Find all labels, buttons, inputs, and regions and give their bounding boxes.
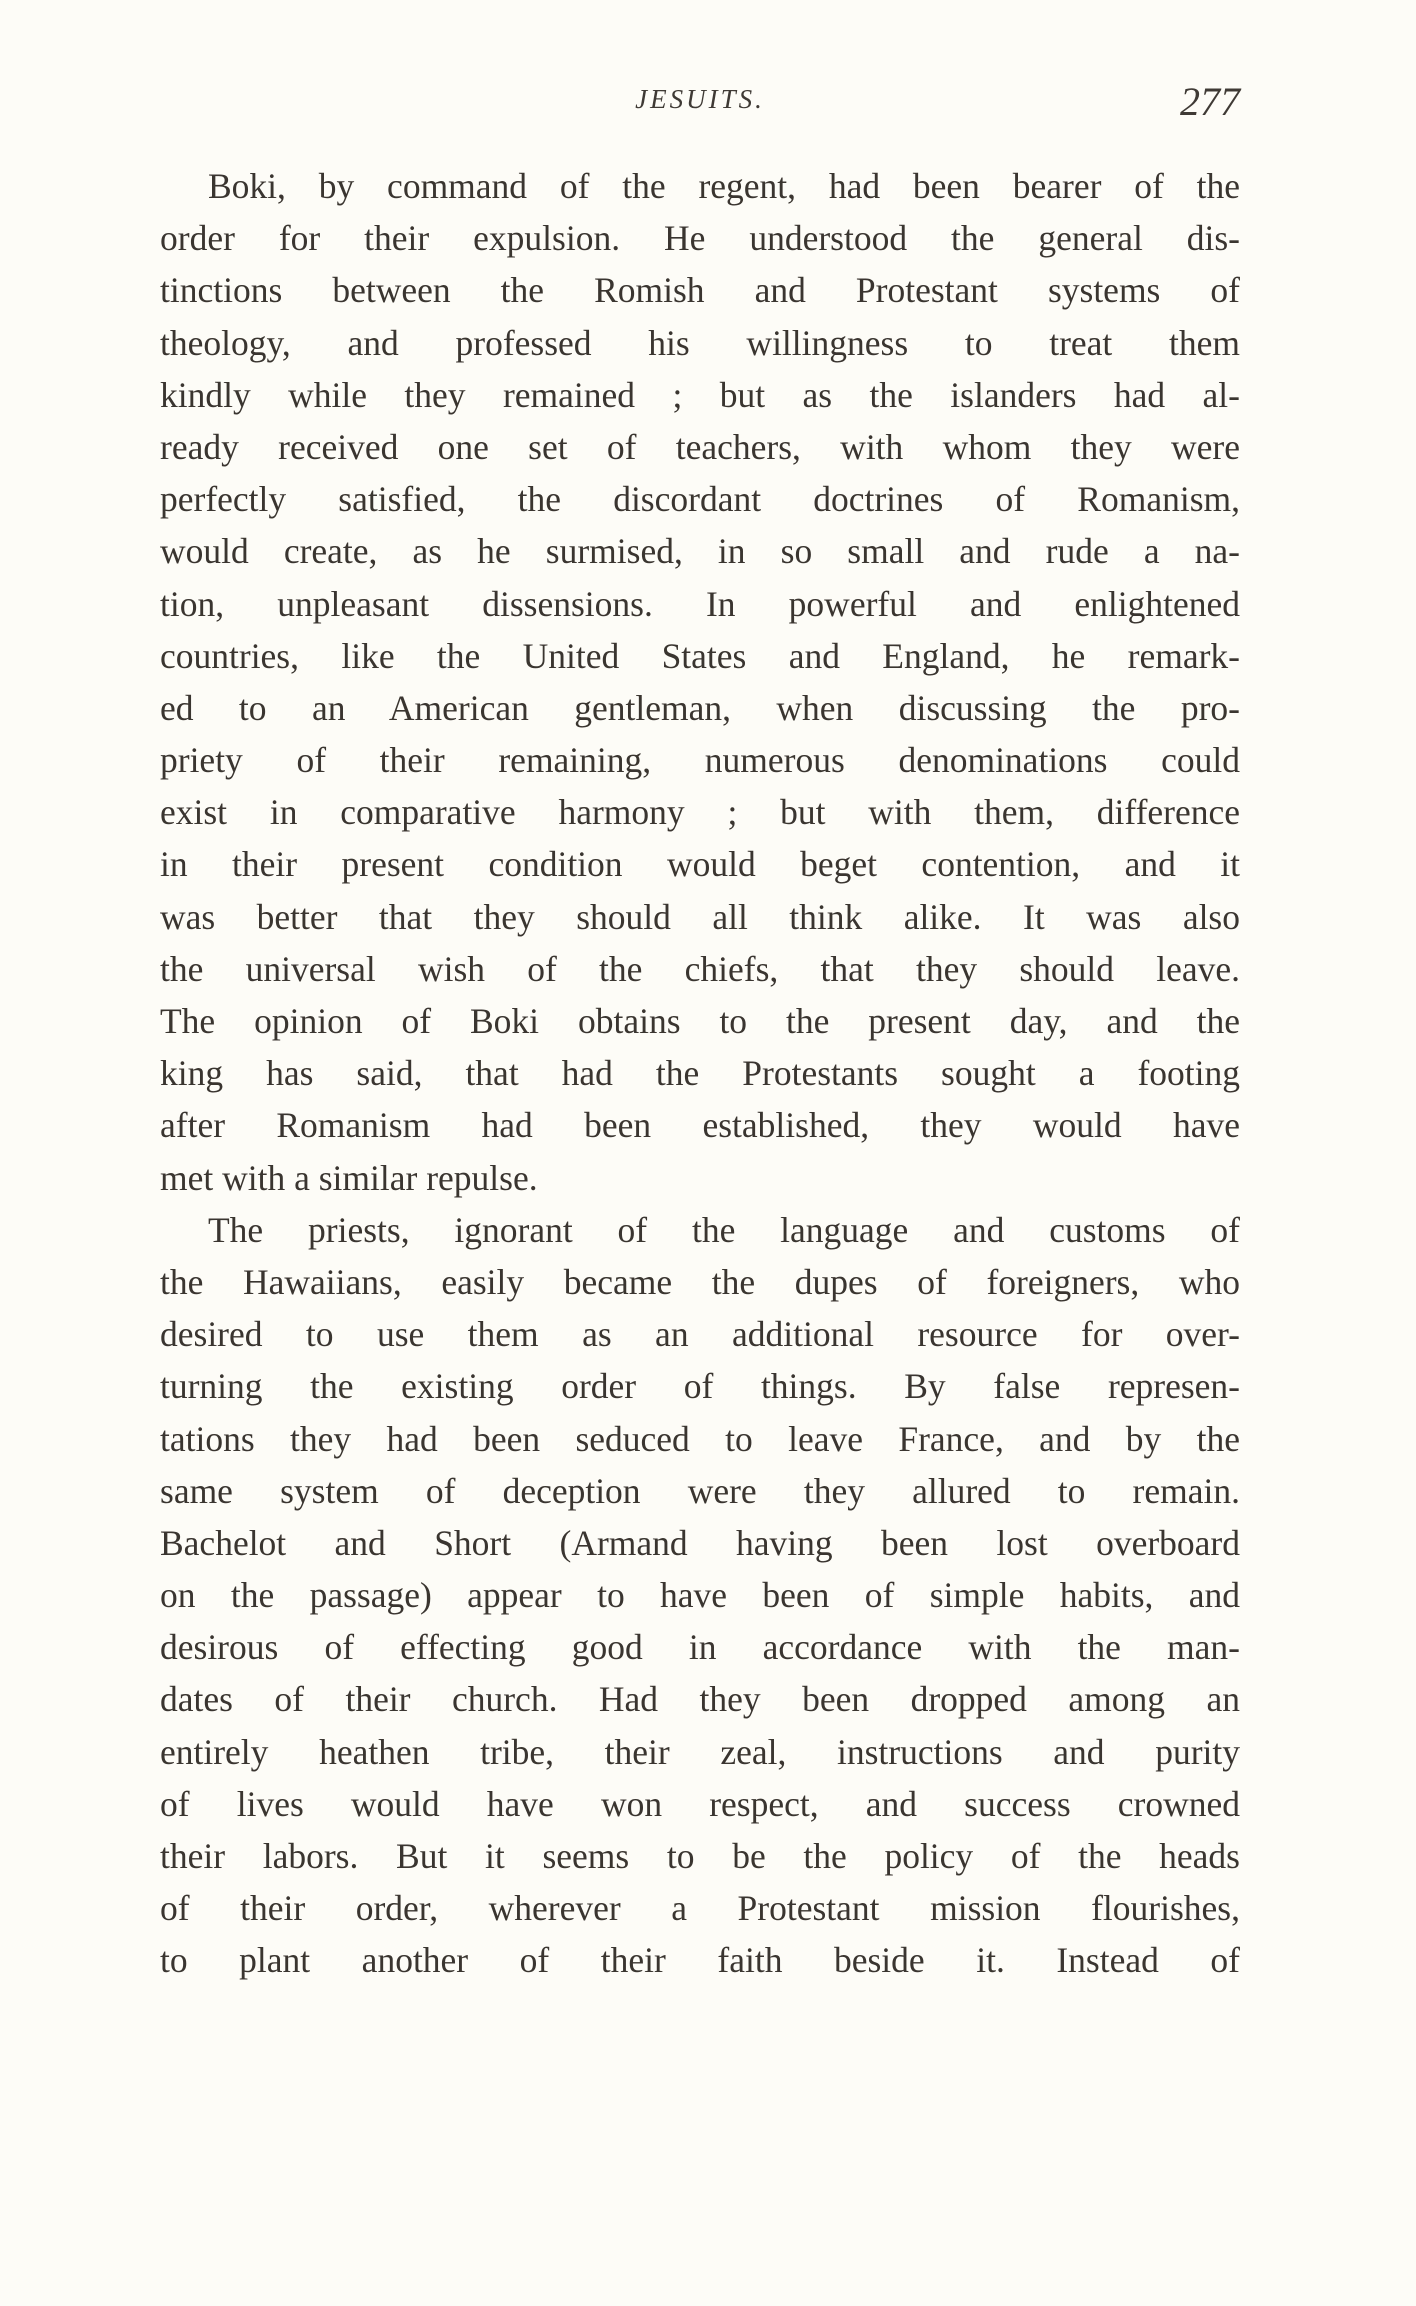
text-line: after Romanism had been established, they would have xyxy=(160,1105,1240,1146)
text-line: countries, like the United States and England, he remark- xyxy=(160,635,1240,676)
running-title: JESUITS. xyxy=(635,84,765,114)
text-line: tinctions between the Romish and Protestant systems of xyxy=(160,270,1240,311)
text-line: The opinion of Boki obtains to the present day, and the xyxy=(160,1001,1240,1041)
text-line: priety of their remaining, numerous denominations could xyxy=(160,740,1240,781)
text-line: order for their expulsion. He understood the general dis- xyxy=(160,218,1240,259)
body-text xyxy=(160,160,1240,1987)
text-line: met with a similar repulse. xyxy=(160,1157,538,1198)
text-line: perfectly satisfied, the discordant doctrines of Romanism, xyxy=(160,479,1240,520)
text-line: in their present condition would beget contention, and it xyxy=(160,844,1240,885)
text-line: the universal wish of the chiefs, that they should leave. xyxy=(160,948,1240,989)
text-line: ed to an American gentleman, when discussing the pro- xyxy=(160,687,1240,728)
text-line: tations they had been seduced to leave France, and by the xyxy=(160,1418,1240,1459)
text-line: The priests, ignorant of the language and customs of xyxy=(208,1209,1240,1250)
text-line: their labors. But it seems to be the policy of the heads xyxy=(160,1836,1240,1876)
text-line: to plant another of their faith beside it. Instead of xyxy=(160,1940,1240,1981)
text-line: would create, as he surmised, in so small and rude a na- xyxy=(160,531,1240,572)
text-line: desirous of effecting good in accordance with the man- xyxy=(160,1627,1240,1668)
text-line: of lives would have won respect, and success crowned xyxy=(160,1783,1240,1824)
text-line: tion, unpleasant dissensions. In powerful and enlightened xyxy=(160,583,1240,624)
text-line: dates of their church. Had they been dropped among an xyxy=(160,1679,1240,1720)
text-line: of their order, wherever a Protestant mission flourishes, xyxy=(160,1888,1240,1929)
text-line: Bachelot and Short (Armand having been lost overboard xyxy=(160,1522,1240,1563)
text-line: theology, and professed his willingness to treat them xyxy=(160,322,1240,363)
text-line: on the passage) appear to have been of simple habits, and xyxy=(160,1575,1240,1616)
page-number: 277 xyxy=(1180,79,1240,124)
text-line: exist in comparative harmony ; but with them, difference xyxy=(160,792,1240,833)
text-line: was better that they should all think alike. It was also xyxy=(160,896,1240,937)
text-line: desired to use them as an additional resource for over- xyxy=(160,1314,1240,1355)
text-line: ready received one set of teachers, with whom they were xyxy=(160,426,1240,467)
text-line: same system of deception were they allured to remain. xyxy=(160,1470,1240,1511)
text-line: king has said, that had the Protestants sought a footing xyxy=(160,1053,1240,1094)
running-head xyxy=(160,78,1240,128)
text-line: the Hawaiians, easily became the dupes of foreigners, who xyxy=(160,1261,1240,1302)
text-line: Boki, by command of the regent, had been bearer of the xyxy=(208,166,1240,206)
text-line: turning the existing order of things. By false represen- xyxy=(160,1366,1240,1407)
text-line: kindly while they remained ; but as the islanders had al- xyxy=(160,374,1240,415)
text-line: entirely heathen tribe, their zeal, instructions and purity xyxy=(160,1731,1240,1772)
